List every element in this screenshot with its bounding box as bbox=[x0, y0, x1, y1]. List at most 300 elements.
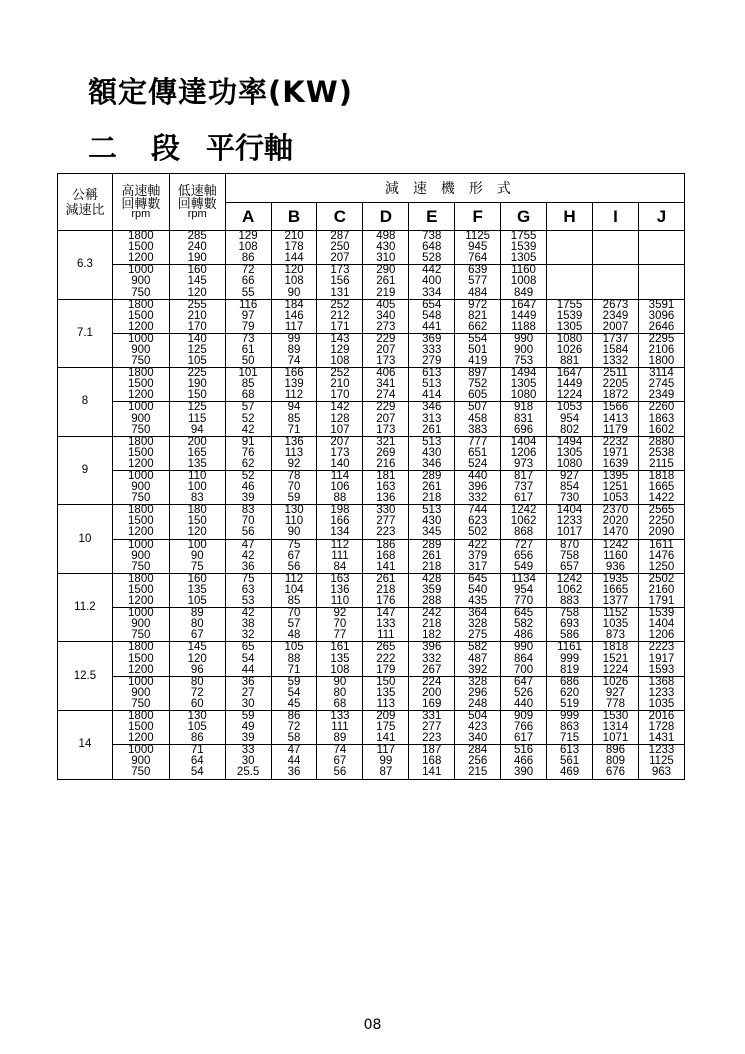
power-cell-e: 141 bbox=[409, 767, 455, 779]
power-cell-j: 1800 bbox=[638, 356, 684, 368]
power-cell-g: 918 bbox=[501, 402, 547, 414]
power-cell-c: 106 bbox=[317, 482, 363, 493]
power-cell-b: 56 bbox=[271, 562, 317, 574]
power-cell-j: 1422 bbox=[638, 493, 684, 505]
power-cell-c: 133 bbox=[317, 710, 363, 722]
power-cell-e: 223 bbox=[409, 733, 455, 745]
power-cell-b: 78 bbox=[271, 470, 317, 482]
low-speed-rpm-cell: 200 bbox=[169, 436, 225, 448]
table-row bbox=[58, 414, 685, 425]
low-speed-rpm-cell: 150 bbox=[169, 390, 225, 402]
power-cell-g: 700 bbox=[501, 665, 547, 677]
power-cell-g: 516 bbox=[501, 745, 547, 757]
power-cell-g: 1404 bbox=[501, 436, 547, 448]
power-cell-c: 250 bbox=[317, 242, 363, 253]
low-speed-rpm-cell: 145 bbox=[169, 642, 225, 654]
power-cell-i: 1413 bbox=[593, 414, 639, 425]
power-cell-h: 1233 bbox=[547, 516, 593, 527]
power-cell-c: 170 bbox=[317, 390, 363, 402]
power-cell-a: 32 bbox=[225, 630, 271, 642]
high-speed-rpm-cell: 750 bbox=[112, 562, 169, 574]
power-cell-b: 88 bbox=[271, 653, 317, 664]
power-cell-i bbox=[593, 287, 639, 299]
power-cell-e: 513 bbox=[409, 436, 455, 448]
power-cell-b: 89 bbox=[271, 345, 317, 356]
power-cell-h: 883 bbox=[547, 596, 593, 608]
low-speed-rpm-cell: 120 bbox=[169, 287, 225, 299]
power-cell-b: 57 bbox=[271, 619, 317, 630]
power-cell-f: 392 bbox=[455, 665, 501, 677]
power-cell-i: 1026 bbox=[593, 676, 639, 688]
power-cell-i: 1160 bbox=[593, 551, 639, 562]
power-cell-h bbox=[547, 253, 593, 265]
power-cell-c: 210 bbox=[317, 379, 363, 390]
power-cell-f: 651 bbox=[455, 448, 501, 459]
model-header-h: H bbox=[547, 203, 593, 231]
table-row bbox=[58, 596, 685, 608]
power-cell-d: 430 bbox=[363, 242, 409, 253]
power-cell-c: 142 bbox=[317, 402, 363, 414]
page-number: 08 bbox=[363, 1017, 382, 1033]
high-speed-rpm-cell: 1800 bbox=[112, 231, 169, 243]
power-cell-f: 582 bbox=[455, 642, 501, 654]
power-cell-e: 242 bbox=[409, 608, 455, 620]
power-cell-b: 85 bbox=[271, 596, 317, 608]
power-cell-h bbox=[547, 265, 593, 277]
power-cell-a: 91 bbox=[225, 436, 271, 448]
power-cell-h: 758 bbox=[547, 551, 593, 562]
low-speed-rpm-cell: 145 bbox=[169, 276, 225, 287]
power-cell-d: 150 bbox=[363, 676, 409, 688]
power-cell-a: 70 bbox=[225, 516, 271, 527]
low-speed-rpm-cell: 140 bbox=[169, 333, 225, 345]
power-cell-e: 428 bbox=[409, 573, 455, 585]
power-cell-j: 1250 bbox=[638, 562, 684, 574]
power-cell-c: 287 bbox=[317, 231, 363, 243]
power-cell-a: 52 bbox=[225, 414, 271, 425]
model-header-c: C bbox=[317, 203, 363, 231]
power-cell-d: 179 bbox=[363, 665, 409, 677]
power-cell-h: 730 bbox=[547, 493, 593, 505]
ratio-cell: 10 bbox=[58, 505, 113, 574]
low-speed-rpm-cell: 120 bbox=[169, 653, 225, 664]
power-cell-e: 289 bbox=[409, 539, 455, 551]
power-cell-g: 770 bbox=[501, 596, 547, 608]
power-cell-d: 229 bbox=[363, 333, 409, 345]
power-cell-c: 92 bbox=[317, 608, 363, 620]
high-speed-rpm-cell: 750 bbox=[112, 493, 169, 505]
table-row bbox=[58, 527, 685, 539]
power-cell-a: 47 bbox=[225, 539, 271, 551]
power-cell-b: 54 bbox=[271, 688, 317, 699]
power-cell-j: 1818 bbox=[638, 470, 684, 482]
power-cell-h: 863 bbox=[547, 722, 593, 733]
ratio-header-line1: 公稱 bbox=[71, 187, 98, 202]
power-cell-j: 1206 bbox=[638, 630, 684, 642]
power-cell-b: 113 bbox=[271, 448, 317, 459]
high-speed-rpm-cell: 1000 bbox=[112, 402, 169, 414]
power-cell-c: 111 bbox=[317, 551, 363, 562]
power-cell-b: 210 bbox=[271, 231, 317, 243]
power-cell-h: 1161 bbox=[547, 642, 593, 654]
power-cell-d: 498 bbox=[363, 231, 409, 243]
low-speed-header-line2: 回轉數 bbox=[177, 195, 217, 211]
power-cell-j: 1035 bbox=[638, 699, 684, 711]
power-cell-i: 1818 bbox=[593, 642, 639, 654]
power-cell-c: 129 bbox=[317, 345, 363, 356]
high-speed-rpm-cell: 750 bbox=[112, 425, 169, 437]
power-cell-d: 176 bbox=[363, 596, 409, 608]
high-speed-rpm-cell: 1800 bbox=[112, 368, 169, 380]
power-cell-h: 1449 bbox=[547, 379, 593, 390]
power-cell-e: 200 bbox=[409, 688, 455, 699]
power-cell-d: 207 bbox=[363, 414, 409, 425]
table-row bbox=[58, 642, 685, 654]
power-cell-j: 1791 bbox=[638, 596, 684, 608]
power-cell-h: 586 bbox=[547, 630, 593, 642]
power-cell-b: 86 bbox=[271, 710, 317, 722]
high-speed-rpm-cell: 750 bbox=[112, 287, 169, 299]
power-cell-i: 2007 bbox=[593, 322, 639, 334]
power-cell-a: 56 bbox=[225, 527, 271, 539]
power-cell-f: 501 bbox=[455, 345, 501, 356]
power-cell-d: 219 bbox=[363, 287, 409, 299]
power-cell-a: 59 bbox=[225, 710, 271, 722]
power-cell-c: 112 bbox=[317, 539, 363, 551]
power-cell-g: 990 bbox=[501, 642, 547, 654]
power-cell-i bbox=[593, 253, 639, 265]
power-cell-d: 406 bbox=[363, 368, 409, 380]
power-cell-c: 56 bbox=[317, 767, 363, 779]
low-speed-rpm-cell: 135 bbox=[169, 459, 225, 471]
low-speed-rpm-cell: 60 bbox=[169, 699, 225, 711]
power-cell-e: 261 bbox=[409, 551, 455, 562]
power-cell-f: 945 bbox=[455, 242, 501, 253]
low-speed-rpm-cell: 125 bbox=[169, 402, 225, 414]
power-cell-e: 513 bbox=[409, 505, 455, 517]
model-type-header: 減速機形式 bbox=[225, 174, 684, 203]
power-cell-b: 47 bbox=[271, 745, 317, 757]
power-cell-e: 277 bbox=[409, 722, 455, 733]
power-cell-h: 620 bbox=[547, 688, 593, 699]
power-cell-h: 802 bbox=[547, 425, 593, 437]
power-cell-h: 657 bbox=[547, 562, 593, 574]
high-speed-rpm-cell: 1500 bbox=[112, 722, 169, 733]
power-cell-c: 140 bbox=[317, 459, 363, 471]
power-cell-h: 870 bbox=[547, 539, 593, 551]
power-cell-j: 2090 bbox=[638, 527, 684, 539]
power-cell-g: 1188 bbox=[501, 322, 547, 334]
power-cell-a: 79 bbox=[225, 322, 271, 334]
power-cell-f: 215 bbox=[455, 767, 501, 779]
power-cell-j: 963 bbox=[638, 767, 684, 779]
power-cell-a: 55 bbox=[225, 287, 271, 299]
power-cell-b: 178 bbox=[271, 242, 317, 253]
power-cell-d: 147 bbox=[363, 608, 409, 620]
power-cell-f: 423 bbox=[455, 722, 501, 733]
power-cell-a: 42 bbox=[225, 608, 271, 620]
high-speed-rpm-cell: 900 bbox=[112, 414, 169, 425]
power-cell-j bbox=[638, 265, 684, 277]
power-cell-i: 2673 bbox=[593, 299, 639, 311]
power-cell-h: 1026 bbox=[547, 345, 593, 356]
model-header-i: I bbox=[593, 203, 639, 231]
power-cell-j: 2646 bbox=[638, 322, 684, 334]
high-speed-rpm-cell: 1800 bbox=[112, 505, 169, 517]
page-title: 額定傳達功率(KW) bbox=[88, 75, 353, 109]
power-cell-j: 2250 bbox=[638, 516, 684, 527]
high-speed-header bbox=[112, 174, 169, 231]
high-speed-rpm-cell: 750 bbox=[112, 630, 169, 642]
power-cell-h bbox=[547, 242, 593, 253]
power-cell-g: 1647 bbox=[501, 299, 547, 311]
power-cell-c: 156 bbox=[317, 276, 363, 287]
power-cell-h: 1242 bbox=[547, 573, 593, 585]
power-cell-c: 163 bbox=[317, 573, 363, 585]
power-cell-j bbox=[638, 253, 684, 265]
power-cell-h: 1305 bbox=[547, 448, 593, 459]
power-cell-e: 654 bbox=[409, 299, 455, 311]
power-cell-g: 737 bbox=[501, 482, 547, 493]
power-cell-e: 182 bbox=[409, 630, 455, 642]
power-cell-i: 2349 bbox=[593, 311, 639, 322]
power-cell-d: 218 bbox=[363, 585, 409, 596]
power-cell-d: 99 bbox=[363, 756, 409, 767]
power-cell-e: 430 bbox=[409, 448, 455, 459]
power-cell-i: 1152 bbox=[593, 608, 639, 620]
table-row bbox=[58, 470, 685, 482]
high-speed-rpm-cell: 1000 bbox=[112, 265, 169, 277]
low-speed-rpm-cell: 150 bbox=[169, 516, 225, 527]
power-cell-c: 136 bbox=[317, 585, 363, 596]
low-speed-rpm-cell: 80 bbox=[169, 676, 225, 688]
power-cell-g: 849 bbox=[501, 287, 547, 299]
low-speed-rpm-cell: 190 bbox=[169, 379, 225, 390]
high-speed-rpm-cell: 1000 bbox=[112, 676, 169, 688]
power-cell-g: 1755 bbox=[501, 231, 547, 243]
power-cell-d: 216 bbox=[363, 459, 409, 471]
power-cell-a: 44 bbox=[225, 665, 271, 677]
high-speed-rpm-cell: 1500 bbox=[112, 585, 169, 596]
power-cell-g: 1134 bbox=[501, 573, 547, 585]
power-cell-i: 2205 bbox=[593, 379, 639, 390]
power-cell-i: 1971 bbox=[593, 448, 639, 459]
high-speed-rpm-cell: 1800 bbox=[112, 710, 169, 722]
low-speed-rpm-cell: 285 bbox=[169, 231, 225, 243]
power-cell-d: 223 bbox=[363, 527, 409, 539]
power-cell-a: 50 bbox=[225, 356, 271, 368]
low-speed-rpm-cell: 75 bbox=[169, 562, 225, 574]
power-cell-g: 753 bbox=[501, 356, 547, 368]
power-cell-b: 70 bbox=[271, 482, 317, 493]
power-cell-g: 466 bbox=[501, 756, 547, 767]
power-cell-h bbox=[547, 276, 593, 287]
power-cell-f: 396 bbox=[455, 482, 501, 493]
high-speed-rpm-cell: 1500 bbox=[112, 516, 169, 527]
low-speed-rpm-cell: 100 bbox=[169, 539, 225, 551]
power-cell-j: 3591 bbox=[638, 299, 684, 311]
low-speed-rpm-cell: 71 bbox=[169, 745, 225, 757]
power-cell-d: 113 bbox=[363, 699, 409, 711]
power-cell-b: 146 bbox=[271, 311, 317, 322]
power-cell-a: 27 bbox=[225, 688, 271, 699]
power-cell-a: 75 bbox=[225, 573, 271, 585]
power-cell-g: 1080 bbox=[501, 390, 547, 402]
power-cell-h: 819 bbox=[547, 665, 593, 677]
power-cell-e: 267 bbox=[409, 665, 455, 677]
high-speed-rpm-cell: 1500 bbox=[112, 653, 169, 664]
high-speed-rpm-cell: 1500 bbox=[112, 379, 169, 390]
power-cell-c: 84 bbox=[317, 562, 363, 574]
power-cell-a: 36 bbox=[225, 676, 271, 688]
power-cell-a: 108 bbox=[225, 242, 271, 253]
low-speed-rpm-cell: 160 bbox=[169, 265, 225, 277]
power-cell-b: 71 bbox=[271, 425, 317, 437]
low-speed-rpm-cell: 135 bbox=[169, 585, 225, 596]
power-cell-g: 1242 bbox=[501, 505, 547, 517]
table-row bbox=[58, 425, 685, 437]
power-cell-j: 1404 bbox=[638, 619, 684, 630]
power-cell-e: 430 bbox=[409, 516, 455, 527]
low-speed-rpm-cell: 105 bbox=[169, 356, 225, 368]
power-cell-g: 647 bbox=[501, 676, 547, 688]
power-cell-h: 999 bbox=[547, 653, 593, 664]
power-cell-c: 107 bbox=[317, 425, 363, 437]
power-cell-e: 333 bbox=[409, 345, 455, 356]
low-speed-rpm-cell: 190 bbox=[169, 253, 225, 265]
power-cell-c: 173 bbox=[317, 265, 363, 277]
high-speed-rpm-cell: 1200 bbox=[112, 596, 169, 608]
power-cell-g: 549 bbox=[501, 562, 547, 574]
table-row bbox=[58, 699, 685, 711]
table-row bbox=[58, 767, 685, 779]
power-cell-h: 1053 bbox=[547, 402, 593, 414]
power-cell-b: 94 bbox=[271, 402, 317, 414]
power-cell-b: 136 bbox=[271, 436, 317, 448]
table-row bbox=[58, 562, 685, 574]
power-cell-i: 1053 bbox=[593, 493, 639, 505]
high-speed-header-line2: 回轉數 bbox=[121, 195, 161, 211]
power-cell-h bbox=[547, 231, 593, 243]
power-rating-table bbox=[57, 173, 685, 780]
power-cell-f: 379 bbox=[455, 551, 501, 562]
power-cell-j: 2223 bbox=[638, 642, 684, 654]
power-cell-d: 340 bbox=[363, 311, 409, 322]
power-cell-g: 1305 bbox=[501, 379, 547, 390]
power-cell-g: 526 bbox=[501, 688, 547, 699]
high-speed-rpm-cell: 900 bbox=[112, 345, 169, 356]
power-cell-b: 120 bbox=[271, 265, 317, 277]
high-speed-rpm-cell: 1200 bbox=[112, 527, 169, 539]
power-cell-b: 90 bbox=[271, 287, 317, 299]
low-speed-rpm-cell: 100 bbox=[169, 482, 225, 493]
power-cell-e: 400 bbox=[409, 276, 455, 287]
table-row bbox=[58, 551, 685, 562]
high-speed-rpm-cell: 900 bbox=[112, 551, 169, 562]
power-cell-i bbox=[593, 231, 639, 243]
power-cell-a: 39 bbox=[225, 733, 271, 745]
power-cell-g: 817 bbox=[501, 470, 547, 482]
power-cell-e: 528 bbox=[409, 253, 455, 265]
power-cell-a: 30 bbox=[225, 756, 271, 767]
power-cell-i: 936 bbox=[593, 562, 639, 574]
power-cell-h: 1647 bbox=[547, 368, 593, 380]
power-cell-c: 88 bbox=[317, 493, 363, 505]
power-cell-f: 317 bbox=[455, 562, 501, 574]
power-cell-f: 487 bbox=[455, 653, 501, 664]
power-cell-j: 2160 bbox=[638, 585, 684, 596]
power-cell-d: 209 bbox=[363, 710, 409, 722]
power-cell-b: 108 bbox=[271, 276, 317, 287]
power-cell-c: 134 bbox=[317, 527, 363, 539]
ratio-cell: 12.5 bbox=[58, 642, 113, 711]
power-cell-e: 169 bbox=[409, 699, 455, 711]
table-row bbox=[58, 333, 685, 345]
power-cell-d: 135 bbox=[363, 688, 409, 699]
power-cell-f: 332 bbox=[455, 493, 501, 505]
power-cell-d: 273 bbox=[363, 322, 409, 334]
power-cell-b: 112 bbox=[271, 573, 317, 585]
ratio-header-line2: 減速比 bbox=[65, 202, 105, 217]
power-cell-j: 1539 bbox=[638, 608, 684, 620]
power-cell-d: 222 bbox=[363, 653, 409, 664]
power-cell-h: 999 bbox=[547, 710, 593, 722]
high-speed-rpm-cell: 900 bbox=[112, 482, 169, 493]
power-cell-g: 868 bbox=[501, 527, 547, 539]
low-speed-rpm-cell: 86 bbox=[169, 733, 225, 745]
table-row bbox=[58, 619, 685, 630]
table-row bbox=[58, 665, 685, 677]
power-cell-e: 261 bbox=[409, 482, 455, 493]
power-cell-b: 144 bbox=[271, 253, 317, 265]
power-cell-h: 693 bbox=[547, 619, 593, 630]
power-cell-i bbox=[593, 265, 639, 277]
low-speed-rpm-cell: 240 bbox=[169, 242, 225, 253]
low-speed-rpm-cell: 83 bbox=[169, 493, 225, 505]
power-cell-g: 727 bbox=[501, 539, 547, 551]
low-speed-rpm-cell: 120 bbox=[169, 527, 225, 539]
power-cell-i: 1251 bbox=[593, 482, 639, 493]
model-header-j: J bbox=[638, 203, 684, 231]
low-speed-rpm-cell: 72 bbox=[169, 688, 225, 699]
table-row bbox=[58, 493, 685, 505]
power-cell-g: 390 bbox=[501, 767, 547, 779]
power-cell-a: 72 bbox=[225, 265, 271, 277]
power-cell-d: 168 bbox=[363, 551, 409, 562]
power-cell-f: 328 bbox=[455, 676, 501, 688]
power-cell-f: 504 bbox=[455, 710, 501, 722]
power-cell-i bbox=[593, 242, 639, 253]
power-cell-a: 86 bbox=[225, 253, 271, 265]
high-speed-rpm-cell: 1800 bbox=[112, 436, 169, 448]
power-cell-e: 548 bbox=[409, 311, 455, 322]
power-cell-j: 2016 bbox=[638, 710, 684, 722]
power-cell-b: 90 bbox=[271, 527, 317, 539]
power-cell-f: 972 bbox=[455, 299, 501, 311]
power-cell-i: 1377 bbox=[593, 596, 639, 608]
power-cell-e: 513 bbox=[409, 379, 455, 390]
power-cell-f: 328 bbox=[455, 619, 501, 630]
power-cell-a: 83 bbox=[225, 505, 271, 517]
power-cell-f: 577 bbox=[455, 276, 501, 287]
power-cell-e: 345 bbox=[409, 527, 455, 539]
power-cell-j: 3096 bbox=[638, 311, 684, 322]
model-header-a: A bbox=[225, 203, 271, 231]
power-cell-c: 252 bbox=[317, 368, 363, 380]
power-cell-i: 1872 bbox=[593, 390, 639, 402]
power-cell-e: 346 bbox=[409, 402, 455, 414]
power-cell-g: 909 bbox=[501, 710, 547, 722]
